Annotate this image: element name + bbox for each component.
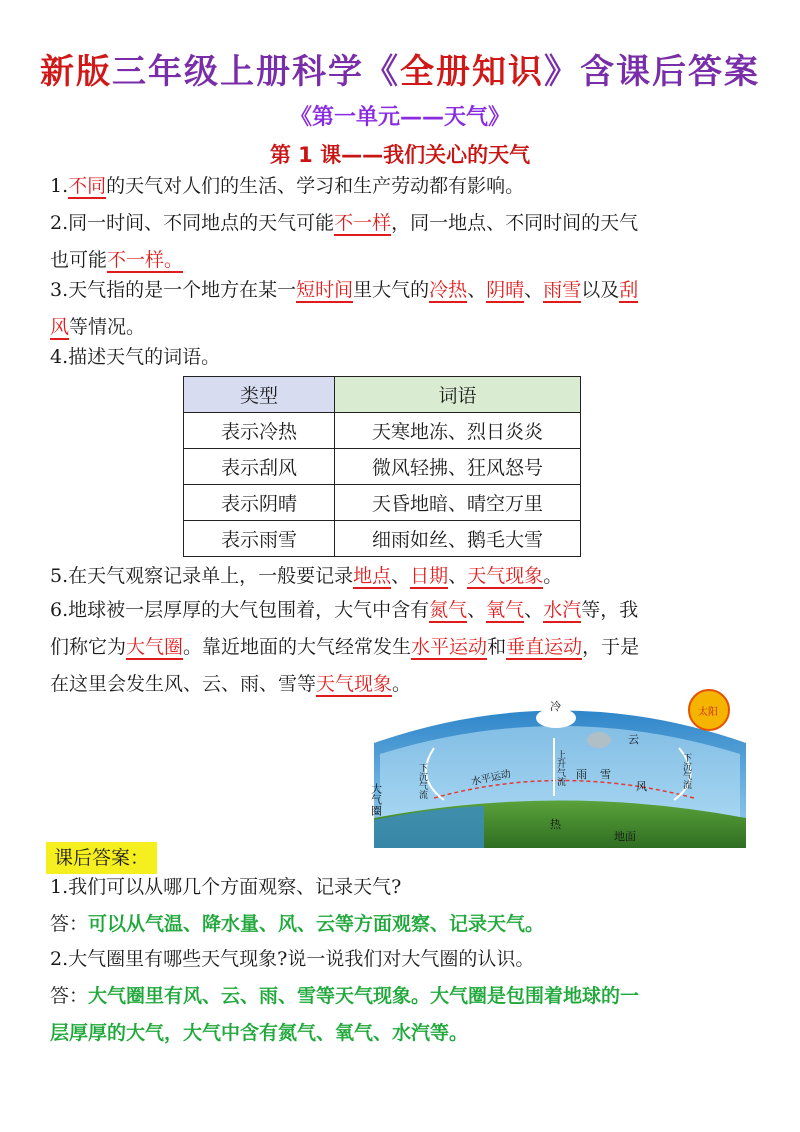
table-cell-words: 天昏地暗、晴空万里 xyxy=(335,485,581,521)
table-cell-words: 细雨如丝、鹅毛大雪 xyxy=(335,521,581,557)
after-class-tag: 课后答案： xyxy=(46,842,157,874)
point-1-blank: 不同 xyxy=(68,175,107,197)
sun-label: 太阳 xyxy=(698,707,718,718)
point-6-text-e: ，于是 xyxy=(582,636,640,658)
cloud-label: 云 xyxy=(628,733,639,746)
point-5 xyxy=(50,558,760,595)
point-6-sep-2: 、 xyxy=(524,599,544,621)
answer-2-label: 答： xyxy=(50,985,89,1007)
atmosphere-label: 大气圈 xyxy=(369,783,383,816)
point-3-blank-2: 冷热 xyxy=(429,279,468,301)
table-cell-type: 表示阴晴 xyxy=(184,485,335,521)
point-3-text-a: 3.天气指的是一个地方在某一 xyxy=(50,279,297,301)
point-6-text-c: 们称它为 xyxy=(50,636,127,658)
question-2: 2.大气圈里有哪些天气现象?说一说我们对大气圈的认识。 xyxy=(50,948,535,970)
title-all-knowledge: 全册知识 xyxy=(400,52,544,92)
point-2-blank-2: 不一样。 xyxy=(107,249,184,271)
table-header-type: 类型 xyxy=(184,377,335,413)
point-3 xyxy=(50,272,760,346)
point-3-blank-5b: 风 xyxy=(50,316,70,338)
ground-label: 地面 xyxy=(614,830,636,843)
point-3-text-d: 等情况。 xyxy=(69,316,146,338)
page-title xyxy=(0,44,800,93)
point-5-sep-1: 、 xyxy=(391,565,411,587)
point-2-text-b: ，同一地点、不同时间的天气 xyxy=(391,212,639,234)
point-5-text-a: 5.在天气观察记录单上，一般要记录 xyxy=(50,565,354,587)
answer-2-line-1: 大气圈里有风、云、雨、雪等天气现象。大气圈是包围着地球的一 xyxy=(88,985,640,1007)
horizontal-motion-label: 水平运动 xyxy=(470,768,512,788)
answer-1-label: 答： xyxy=(50,913,89,935)
table-header-row xyxy=(184,377,581,413)
table-cell-type: 表示刮风 xyxy=(184,449,335,485)
rain-label: 雨 xyxy=(576,768,587,781)
wind-label: 风 xyxy=(636,780,647,793)
point-6-and: 和 xyxy=(487,636,507,658)
point-6-blank-2: 氧气 xyxy=(486,599,525,621)
point-2-text-a: 2.同一时间、不同地点的天气可能 xyxy=(50,212,335,234)
point-4: 4.描述天气的词语。 xyxy=(50,346,221,368)
table-cell-words: 天寒地冻、烈日炎炎 xyxy=(335,413,581,449)
table-row xyxy=(184,413,581,449)
point-5-sep-2: 、 xyxy=(448,565,468,587)
answer-1 xyxy=(50,906,770,943)
snow-label: 雪 xyxy=(600,768,611,781)
title-answers: 》含课后答案 xyxy=(544,52,760,92)
weather-words-table xyxy=(183,376,581,557)
point-6-blank-4: 大气圈 xyxy=(126,636,184,658)
down-flow-right-label: 下沉气流 xyxy=(681,753,691,789)
point-2 xyxy=(50,205,760,279)
point-2-text-c: 也可能 xyxy=(50,249,108,271)
rising-flow-label: 上升气流 xyxy=(555,750,565,786)
point-5-blank-2: 日期 xyxy=(410,565,449,587)
point-6-blank-1: 氮气 xyxy=(429,599,468,621)
point-5-blank-1: 地点 xyxy=(353,565,392,587)
down-flow-left-label: 下沉气流 xyxy=(417,763,427,799)
point-6-text-b: 等，我 xyxy=(581,599,639,621)
point-3-sep-1: 、 xyxy=(467,279,487,301)
table-header-words: 词语 xyxy=(335,377,581,413)
point-6-sep-1: 、 xyxy=(467,599,487,621)
table-row xyxy=(184,485,581,521)
cloud-small-icon xyxy=(587,732,611,748)
point-3-text-c: 以及 xyxy=(581,279,620,301)
point-3-blank-3: 阴晴 xyxy=(486,279,525,301)
point-3-text-b: 里大气的 xyxy=(353,279,430,301)
lesson-heading: 第 1 课——我们关心的天气 xyxy=(269,143,531,167)
point-6-text-f: 在这里会发生风、云、雨、雪等 xyxy=(50,673,317,695)
point-3-blank-4: 雨雪 xyxy=(543,279,582,301)
title-new-edition: 新版 xyxy=(40,52,112,92)
point-1-text: 的天气对人们的生活、学习和生产劳动都有影响。 xyxy=(106,175,525,197)
point-6-text-a: 6.地球被一层厚厚的大气包围着，大气中含有 xyxy=(50,599,430,621)
answer-2-line-2: 层厚厚的大气，大气中含有氮气、氧气、水汽等。 xyxy=(50,1022,469,1044)
point-3-blank-5a: 刮 xyxy=(619,279,639,301)
point-5-blank-3: 天气现象 xyxy=(467,565,544,587)
heat-label: 热 xyxy=(550,818,561,831)
table-cell-type: 表示冷热 xyxy=(184,413,335,449)
point-1 xyxy=(50,168,760,205)
point-6-blank-3: 水汽 xyxy=(543,599,582,621)
table-cell-type: 表示雨雪 xyxy=(184,521,335,557)
point-3-sep-2: 、 xyxy=(524,279,544,301)
point-6-blank-6: 垂直运动 xyxy=(506,636,583,658)
point-6 xyxy=(50,592,760,703)
cold-label: 冷 xyxy=(550,700,561,713)
unit-heading: 《第一单元——天气》 xyxy=(289,105,510,130)
point-6-end: 。 xyxy=(392,673,412,695)
table-row xyxy=(184,521,581,557)
answer-1-text: 可以从气温、降水量、风、云等方面观察、记录天气。 xyxy=(88,913,545,935)
table-row xyxy=(184,449,581,485)
question-1: 1.我们可以从哪几个方面观察、记录天气? xyxy=(50,876,402,898)
point-6-text-d: 。靠近地面的大气经常发生 xyxy=(183,636,412,658)
answer-2 xyxy=(50,978,770,1052)
atmosphere-diagram xyxy=(369,688,746,848)
point-2-blank-1: 不一样 xyxy=(334,212,392,234)
point-3-blank-1: 短时间 xyxy=(296,279,354,301)
table-cell-words: 微风轻拂、狂风怒号 xyxy=(335,449,581,485)
point-5-end: 。 xyxy=(543,565,563,587)
point-1-number: 1. xyxy=(50,175,69,197)
point-6-blank-7: 天气现象 xyxy=(316,673,393,695)
title-grade: 三年级上册科学《 xyxy=(112,52,400,92)
point-6-blank-5: 水平运动 xyxy=(411,636,488,658)
